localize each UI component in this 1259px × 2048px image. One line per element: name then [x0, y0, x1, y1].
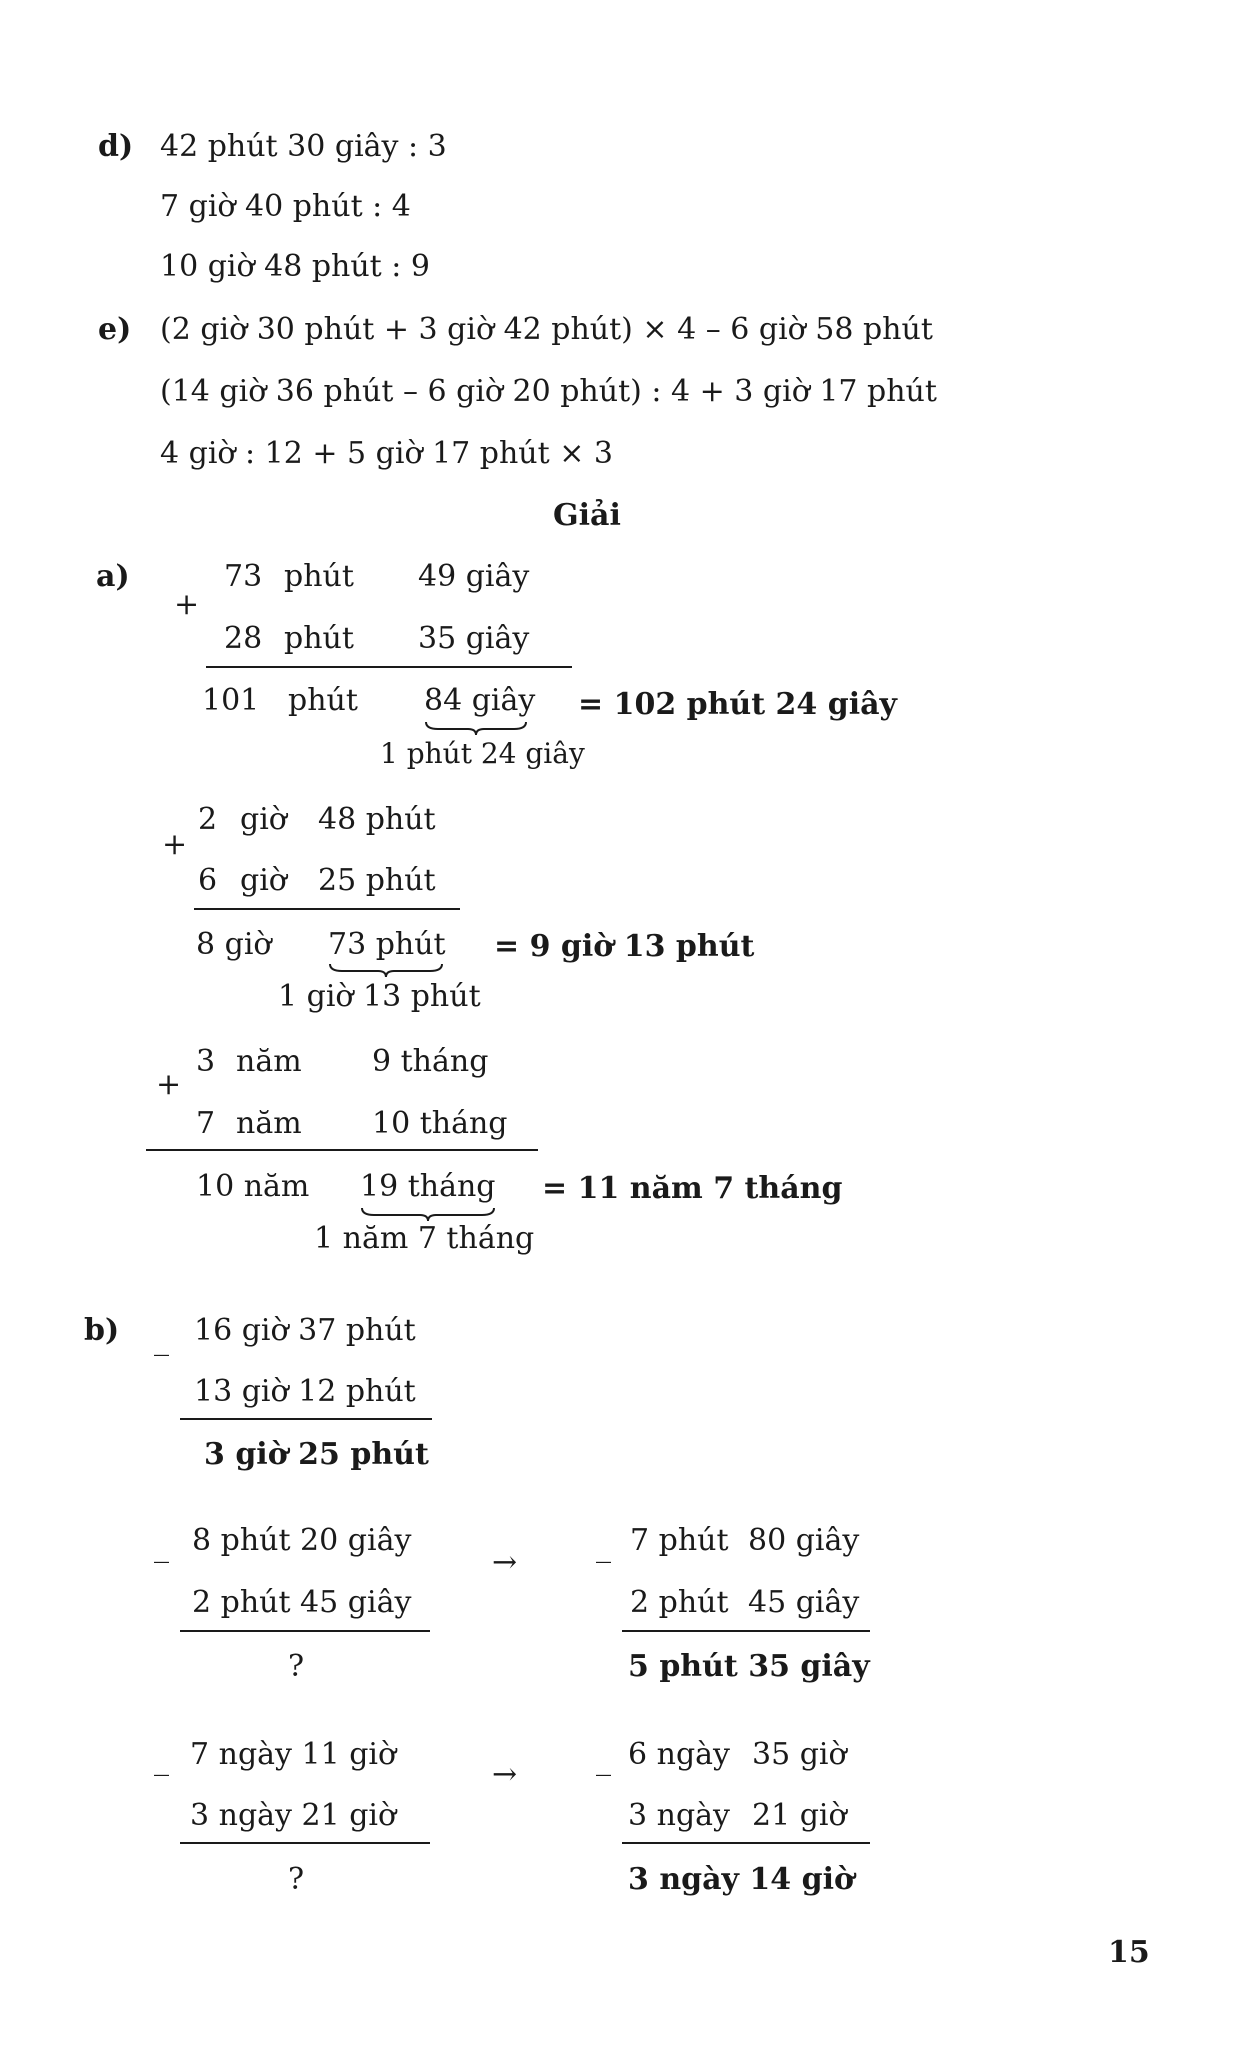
operand-number: 73 — [224, 559, 263, 594]
minus-sign: _ — [154, 1322, 169, 1357]
sum-months: 19 tháng — [360, 1169, 496, 1204]
sum-line — [206, 666, 572, 668]
operand-unit: phút — [284, 559, 354, 594]
sum-line — [146, 1149, 538, 1151]
brace-icon — [360, 1206, 496, 1222]
operand-days: 6 ngày — [628, 1737, 730, 1772]
operand-months: 9 tháng — [372, 1044, 489, 1079]
brace-icon — [424, 720, 528, 736]
difference-line — [180, 1842, 430, 1844]
difference-line — [622, 1630, 870, 1632]
operand-number: 6 — [198, 863, 218, 898]
sum-seconds: 84 giây — [424, 683, 536, 718]
operand-minutes: 25 phút — [318, 863, 436, 898]
brace-icon — [328, 962, 444, 978]
operand-minutes: 7 phút — [630, 1523, 729, 1558]
difference-line — [622, 1842, 870, 1844]
plus-sign: + — [174, 587, 200, 622]
arrow-icon: → — [492, 1545, 518, 1580]
minus-sign: _ — [154, 1529, 169, 1564]
operand-months: 10 tháng — [372, 1106, 508, 1141]
operand-hours: 21 giờ — [752, 1798, 847, 1833]
operand-unit: năm — [236, 1044, 302, 1079]
minus-sign: _ — [596, 1742, 611, 1777]
sum-minutes: 73 phút — [328, 927, 446, 962]
problem-line: 10 giờ 48 phút : 9 — [160, 249, 430, 284]
part-d-label: d) — [98, 129, 134, 164]
sum-line — [194, 908, 460, 910]
result-text: 3 giờ 25 phút — [204, 1437, 429, 1472]
result-text: = 9 giờ 13 phút — [494, 929, 755, 964]
problem-line: (2 giờ 30 phút + 3 giờ 42 phút) × 4 – 6 giờ 58 phút — [160, 312, 933, 347]
part-e-label: e) — [98, 312, 132, 347]
operand-number: 7 — [196, 1106, 216, 1141]
operand-number: 2 — [198, 802, 218, 837]
solution-heading: Giải — [553, 498, 621, 533]
operand-unit: phút — [284, 621, 354, 656]
carry-text: 1 năm 7 tháng — [314, 1221, 535, 1256]
carry-text: 1 giờ 13 phút — [278, 979, 481, 1014]
sum-hours: 8 giờ — [196, 927, 272, 962]
minus-sign: _ — [154, 1742, 169, 1777]
difference-line — [180, 1630, 430, 1632]
arrow-icon: → — [492, 1757, 518, 1792]
operand-line: 16 giờ 37 phút — [194, 1313, 416, 1348]
result-text: 5 phút 35 giây — [628, 1649, 870, 1684]
operand-line: 8 phút 20 giây — [192, 1523, 412, 1558]
result-text: = 102 phút 24 giây — [578, 687, 897, 722]
plus-sign: + — [162, 827, 188, 862]
operand-unit: giờ — [240, 863, 287, 898]
operand-unit: giờ — [240, 802, 287, 837]
result-text: = 11 năm 7 tháng — [542, 1171, 843, 1206]
unknown-result: ? — [288, 1649, 305, 1684]
operand-seconds: 45 giây — [748, 1585, 860, 1620]
plus-sign: + — [156, 1067, 182, 1102]
sum-years: 10 năm — [196, 1169, 310, 1204]
operand-number: 3 — [196, 1044, 216, 1079]
part-a-label: a) — [96, 559, 130, 594]
operand-line: 3 ngày 21 giờ — [190, 1798, 397, 1833]
page-number: 15 — [1108, 1935, 1150, 1970]
minus-sign: _ — [596, 1529, 611, 1564]
difference-line — [180, 1418, 432, 1420]
problem-line: 42 phút 30 giây : 3 — [160, 129, 447, 164]
operand-seconds: 80 giây — [748, 1523, 860, 1558]
result-text: 3 ngày 14 giờ — [628, 1862, 854, 1897]
operand-line: 7 ngày 11 giờ — [190, 1737, 397, 1772]
unknown-result: ? — [288, 1862, 305, 1897]
operand-seconds: 35 giây — [418, 621, 530, 656]
operand-number: 28 — [224, 621, 263, 656]
part-b-label: b) — [84, 1313, 120, 1348]
operand-hours: 35 giờ — [752, 1737, 847, 1772]
operand-minutes: 48 phút — [318, 802, 436, 837]
operand-unit: năm — [236, 1106, 302, 1141]
sum-number: 101 — [202, 683, 260, 718]
sum-unit: phút — [288, 683, 358, 718]
problem-line: 4 giờ : 12 + 5 giờ 17 phút × 3 — [160, 436, 613, 471]
operand-line: 2 phút 45 giây — [192, 1585, 412, 1620]
carry-text: 1 phút 24 giây — [380, 737, 585, 770]
operand-line: 13 giờ 12 phút — [194, 1374, 416, 1409]
problem-line: (14 giờ 36 phút – 6 giờ 20 phút) : 4 + 3 giờ 17 phút — [160, 374, 937, 409]
operand-minutes: 2 phút — [630, 1585, 729, 1620]
operand-days: 3 ngày — [628, 1798, 730, 1833]
operand-seconds: 49 giây — [418, 559, 530, 594]
problem-line: 7 giờ 40 phút : 4 — [160, 189, 411, 224]
